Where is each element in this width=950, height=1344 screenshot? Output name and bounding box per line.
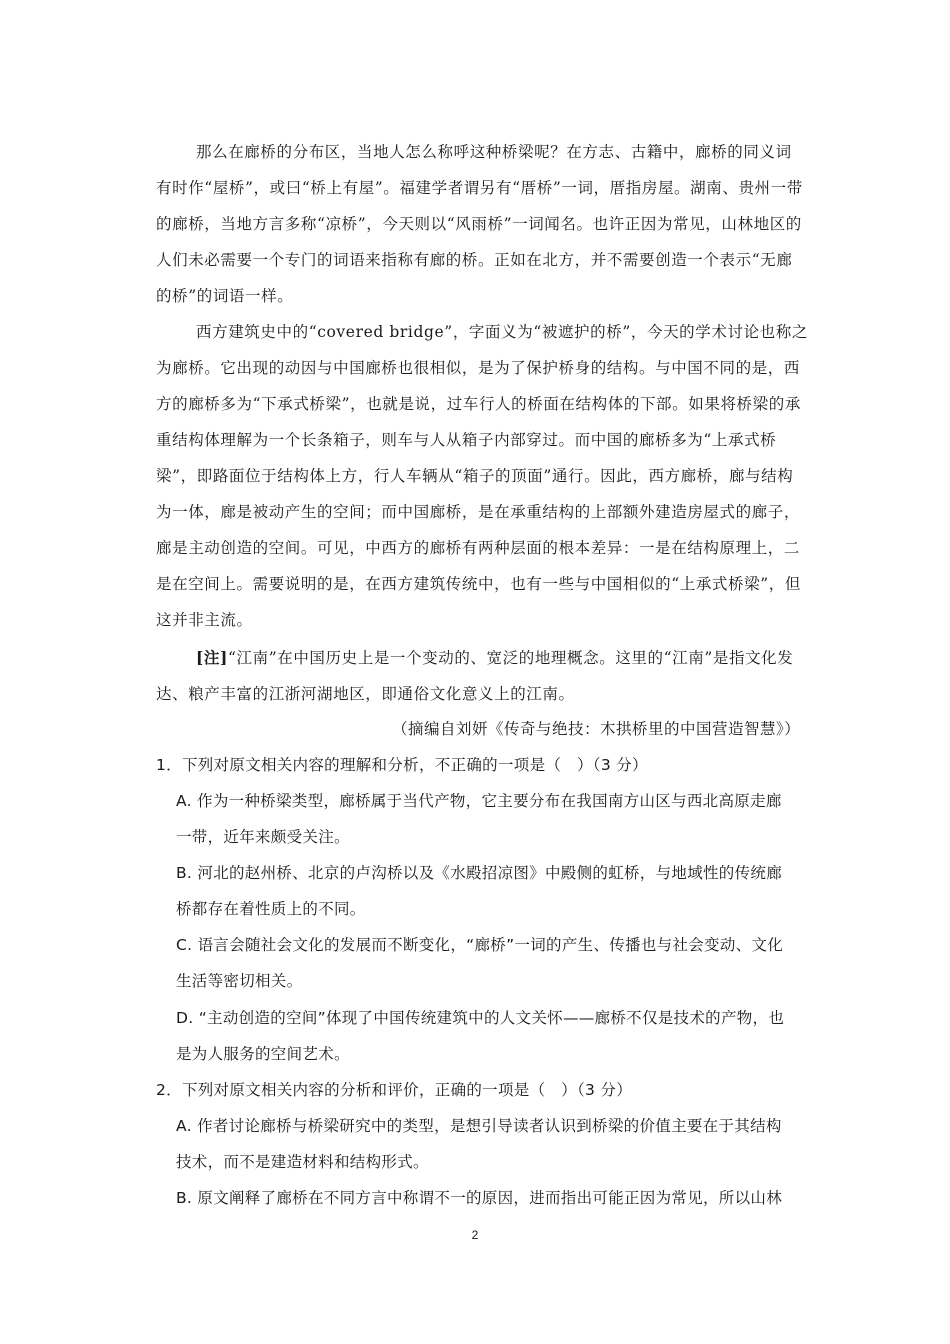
text-line: 是在空间上。需要说明的是，在西方建筑传统中，也有一些与中国相似的“上承式桥梁”，但	[156, 575, 801, 593]
text-line: 西方建筑史中的“covered bridge”，字面义为“被遮护的桥”，今天的学术讨论也称之	[196, 323, 808, 341]
text-line: 有时作“屋桥”，或曰“桥上有屋”。福建学者谓另有“厝桥”一词，厝指房屋。湖南、贵州一带	[156, 179, 803, 197]
option-b-line: 桥都存在着性质上的不同。	[176, 900, 366, 918]
text-line: 的廊桥，当地方言多称“凉桥”，今天则以“风雨桥”一词闻名。也许正因为常见，山林地区的	[156, 215, 802, 233]
text-line: 为廊桥。它出现的动因与中国廊桥也很相似，是为了保护桥身的结构。与中国不同的是，西	[156, 359, 801, 377]
question-stem: 1．下列对原文相关内容的理解和分析，不正确的一项是（ ）（3 分）	[156, 756, 648, 774]
text-line: 廊是主动创造的空间。可见，中西方的廊桥有两种层面的根本差异：一是在结构原理上，二	[156, 539, 801, 557]
note-text: “江南”在中国历史上是一个变动的、宽泛的地理概念。这里的“江南”是指文化发	[227, 649, 794, 667]
option-d-line: 是为人服务的空间艺术。	[176, 1045, 350, 1063]
option-a-line: 技术，而不是建造材料和结构形式。	[176, 1153, 429, 1171]
option-b-line: B. 原文阐释了廊桥在不同方言中称谓不一的原因，进而指出可能正因为常见，所以山林	[176, 1189, 782, 1207]
option-a-line: 一带，近年来颇受关注。	[176, 828, 350, 846]
option-a-line: A. 作者讨论廊桥与桥梁研究中的类型，是想引导读者认识到桥梁的价值主要在于其结构	[176, 1117, 782, 1135]
question-stem: 2．下列对原文相关内容的分析和评价，正确的一项是（ ）（3 分）	[156, 1081, 633, 1099]
text-line: 这并非主流。	[156, 611, 253, 629]
text-line: 人们未必需要一个专门的词语来指称有廊的桥。正如在北方，并不需要创造一个表示“无廊	[156, 251, 793, 269]
option-b-line: B. 河北的赵州桥、北京的卢沟桥以及《水殿招凉图》中殿侧的虹桥，与地域性的传统廊	[176, 864, 782, 882]
text-line: 梁”，即路面位于结构体上方，行人车辆从“箱子的顶面”通行。因此，西方廊桥，廊与结构	[156, 467, 794, 485]
option-c-line: C. 语言会随社会文化的发展而不断变化，“廊桥”一词的产生、传播也与社会变动、文化	[176, 936, 784, 954]
note-line: 达、粮产丰富的江浙河湖地区，即通俗文化意义上的江南。	[156, 685, 575, 703]
note-line	[196, 648, 793, 668]
text-line: 的桥”的词语一样。	[156, 287, 294, 305]
text-line: 重结构体理解为一个长条箱子，则车与人从箱子内部穿过。而中国的廊桥多为“上承式桥	[156, 431, 777, 449]
option-c-line: 生活等密切相关。	[176, 972, 303, 990]
text-line: 方的廊桥多为“下承式桥梁”，也就是说，过车行人的桥面在结构体的下部。如果将桥梁的承	[156, 395, 801, 413]
text-line: 为一体，廊是被动产生的空间；而中国廊桥，是在承重结构的上部额外建造房屋式的廊子，	[156, 503, 801, 521]
option-a-line: A. 作为一种桥梁类型，廊桥属于当代产物，它主要分布在我国南方山区与西北高原走廊	[176, 792, 782, 810]
source-citation: （摘编自刘妍《传奇与绝技：木拱桥里的中国营造智慧》）	[392, 720, 801, 738]
text-line: 那么在廊桥的分布区，当地人怎么称呼这种桥梁呢？在方志、古籍中，廊桥的同义词	[196, 143, 792, 161]
option-d-line: D. “主动创造的空间”体现了中国传统建筑中的人文关怀——廊桥不仅是技术的产物，也	[176, 1009, 785, 1027]
note-tag: [注]	[196, 648, 228, 667]
page-number: 2	[471, 1228, 479, 1242]
